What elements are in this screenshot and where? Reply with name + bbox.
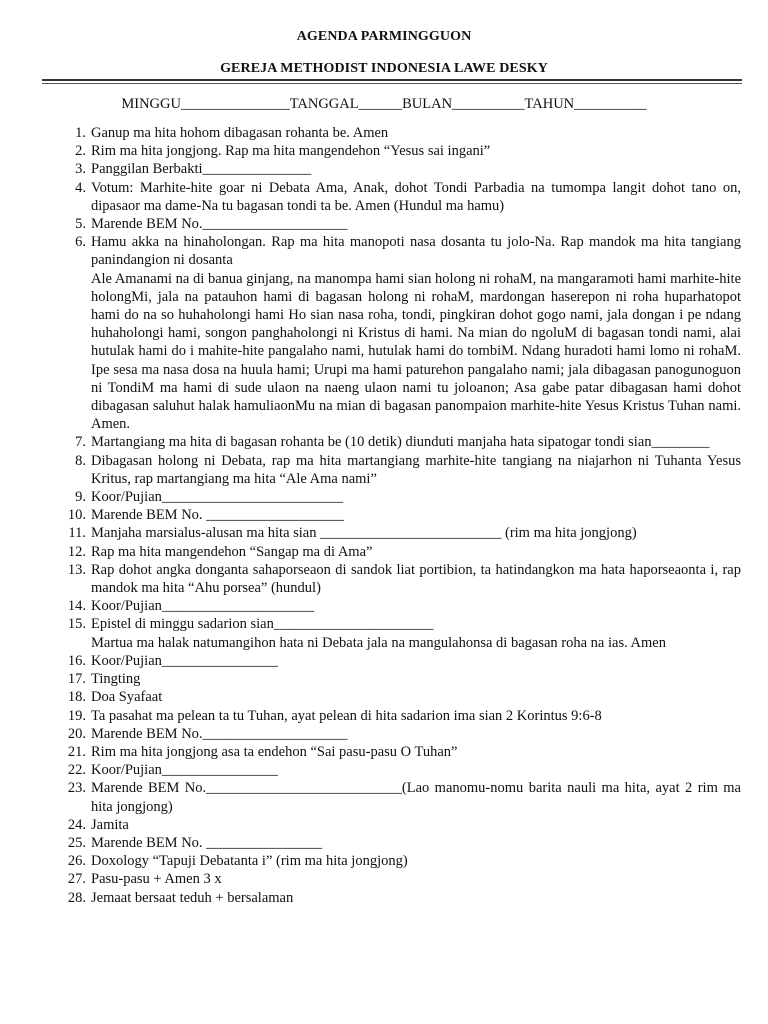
header-rule-thin (42, 83, 742, 84)
agenda-item: 15. Epistel di minggu sadarion sian______________________ Martua ma halak natumangihon hata ni Debata jala na mangulahonsa di bagasan roha na ias. Amen (0, 615, 768, 651)
agenda-item: 21. Rim ma hita jongjong asa ta endehon “Sai pasu-pasu O Tuhan” (67, 743, 458, 760)
agenda-item: 11. Manjaha marsialus-alusan ma hita sian _________________________ (rim ma hita jongjong) (68, 525, 637, 542)
agenda-item-text: Martangiang ma hita di bagasan rohanta be (10 detik) diunduti manjaha hata sipatogar tondi sian________ (91, 434, 710, 451)
agenda-item: 19. Ta pasahat ma pelean ta tu Tuhan, ayat pelean di hita sadarion ima sian 2 Korintus 9:6-8 (67, 707, 602, 724)
agenda-item-continuation: Martua ma halak natumangihon hata ni Debata jala na mangulahonsa di bagasan roha na ias. Amen (91, 634, 666, 651)
agenda-item-text: Epistel di minggu sadarion sian______________________ (91, 616, 434, 633)
agenda-item-text: Marende BEM No.____________________ (91, 216, 348, 233)
agenda-item: 7. Martangiang ma hita di bagasan rohanta be (10 detik) diunduti manjaha hata sipatogar tondi sian________ (75, 434, 710, 451)
agenda-item: 9. Koor/Pujian_________________________ (75, 489, 344, 506)
document-title: AGENDA PARMINGGUON (296, 29, 472, 44)
agenda-item-text: Rap dohot angka donganta sahaporseaon di sandok liat portibion, ta hatindangkon ma hata haporseaonta i, rap mandok ma hita “Ahu porsea” (hundul) (91, 561, 741, 597)
agenda-item: 27. Pasu-pasu + Amen 3 x (67, 871, 222, 888)
agenda-item-text: Koor/Pujian_____________________ (91, 598, 315, 615)
agenda-item-text: Koor/Pujian________________ (91, 762, 278, 779)
agenda-item-text: Jamita (91, 816, 129, 833)
agenda-item-text: Marende BEM No.___________________________(Lao manomu-nomu barita nauli ma hita, ayat 2 rim ma hita jongjong) (91, 780, 741, 815)
agenda-item-text: Votum: Marhite-hite goar ni Debata Ama, Anak, dohot Tondi Parbadia na tumompa langit dohot tano on, dipasaor ma dame-Na tu bagasan tondi ta be. Amen (Hundul ma hamu) (91, 179, 741, 214)
agenda-item: 6. Hamu akka na hinaholongan. Rap ma hita manopoti nasa dosanta tu jolo-Na. Rap mandok ma hita tangiang panindangion ni dosanta Ale Amanami na di banua ginjang, na manompa hami sian holong ni rohaM, na mangaramoti hami marhite-hite holongMi, jala na patauhon hami di bagasan holong ni rohaM, mardongan haserepon ni roha huparhatopot hami do na so huhaholongi hami Ho sian nasa roha, tondi, pingkiran dohot gogo nami, jala dongan i pe ndang huhaholongi hami, songon panghaholongi ni Kristus di hami. Na mian do ngoluM di bagasan tondi nami, alai hutulak hami do i mahite-hite pangalaho nami, hutulak hami do tombiM. Ndang huradoti hami lomo ni rohaM. Ipe sesa ma nasa dosa na huula hami; Urupi ma hami paturehon pangalaho nami; jala dibagasan panogunoguon ni TondiM ma hami di sude ulaon na naeng ulaon nami tu joloanon; Asa gabe patar dibagasan hami dohot dibagasan saluhut halak hamuliaonMu na mian di bagasan panompaion marhite-hite Yesus Kristus Tuhan nami. Amen. (75, 234, 741, 433)
agenda-item-text: Ganup ma hita hohom dibagasan rohanta be. Amen (91, 125, 389, 141)
agenda-item: 16. Koor/Pujian________________ (67, 652, 278, 669)
header-rule-thick (42, 79, 742, 81)
agenda-item: 24. Jamita (67, 816, 129, 833)
agenda-item: 10. Marende BEM No. ___________________ (67, 507, 344, 524)
agenda-item: 26. Doxology “Tapuji Debatanta i” (rim ma hita jongjong) (67, 853, 408, 870)
agenda-item-text: Marende BEM No. ___________________ (91, 507, 344, 524)
agenda-item-text: Ta pasahat ma pelean ta tu Tuhan, ayat pelean di hita sadarion ima sian 2 Korintus 9:6-8 (91, 707, 602, 724)
agenda-item-text: Doa Syafaat (91, 689, 163, 706)
agenda-list (0, 124, 768, 907)
agenda-item: 17. Tingting (67, 671, 141, 688)
agenda-item: 23. Marende BEM No.___________________________(Lao manomu-nomu barita nauli ma hita, ayat 2 rim ma hita jongjong) (67, 780, 741, 815)
church-name: GEREJA METHODIST INDONESIA LAWE DESKY (220, 61, 548, 76)
agenda-item: 22. Koor/Pujian________________ (67, 762, 278, 779)
agenda-item-text: Manjaha marsialus-alusan ma hita sian _________________________ (rim ma hita jongjong) (91, 525, 637, 542)
agenda-item: 14. Koor/Pujian_____________________ (67, 598, 315, 615)
agenda-item-text: Pasu-pasu + Amen 3 x (91, 871, 222, 888)
agenda-item: 20. Marende BEM No.____________________ (67, 725, 348, 742)
agenda-item: 28. Jemaat bersaat teduh + bersalaman (67, 889, 294, 906)
date-line: MINGGU_______________TANGGAL______BULAN__________TAHUN__________ (121, 96, 647, 112)
agenda-item-text: Koor/Pujian________________ (91, 652, 278, 669)
agenda-item: 25. Marende BEM No. ________________ (67, 834, 323, 851)
agenda-item: 1. Ganup ma hita hohom dibagasan rohanta be. Amen (75, 125, 389, 141)
agenda-item: 5. Marende BEM No.____________________ (75, 216, 348, 233)
agenda-item-text: Hamu akka na hinaholongan. Rap ma hita manopoti nasa dosanta tu jolo-Na. Rap mandok ma hita tangiang panindangion ni dosanta (91, 234, 741, 269)
agenda-item-text: Marende BEM No.____________________ (91, 725, 348, 742)
agenda-item-text: Jemaat bersaat teduh + bersalaman (91, 889, 294, 906)
agenda-item: 3. Panggilan Berbakti_______________ (75, 161, 312, 178)
agenda-item-text: Rap ma hita mangendehon “Sangap ma di Ama” (91, 543, 373, 560)
agenda-item-text: Doxology “Tapuji Debatanta i” (rim ma hita jongjong) (91, 853, 408, 870)
agenda-item: 4. Votum: Marhite-hite goar ni Debata Ama, Anak, dohot Tondi Parbadia na tumompa langit dohot tano on, dipasaor ma dame-Na tu bagasan tondi ta be. Amen (Hundul ma hamu) (75, 179, 741, 214)
agenda-item-text: Dibagasan holong ni Debata, rap ma hita martangiang marhite-hite tangiang na niajarhon ni Tuhanta Yesus Kritus, rap martangiang ma hita “Ale Ama nami” (91, 452, 741, 487)
agenda-item: 13. Rap dohot angka donganta sahaporseaon di sandok liat portibion, ta hatindangkon ma hata haporseaonta i, rap mandok ma hita “Ahu porsea” (hundul) (67, 561, 741, 597)
agenda-item: 2. Rim ma hita jongjong. Rap ma hita mangendehon “Yesus sai ingani” (75, 143, 491, 160)
agenda-item-continuation: Ale Amanami na di banua ginjang, na manompa hami sian holong ni rohaM, na mangaramoti hami marhite-hite holongMi, jala na patauhon hami di bagasan holong ni rohaM, mardongan haserepon ni roha huparhatopot hami do na so huhaholongi hami Ho sian nasa roha, tondi, pingkiran dohot gogo nami, jala dongan i pe ndang huhaholongi hami, songon panghaholongi ni Kristus di hami. Na mian do ngoluM di bagasan tondi nami, alai hutulak hami do i mahite-hite pangalaho nami, hutulak hami do tombiM. Ndang huradoti hami lomo ni rohaM. Ipe sesa ma nasa dosa na huula hami; Urupi ma hami paturehon pangalaho nami; jala dibagasan panogunoguon ni TondiM ma hami di sude ulaon na naeng ulaon nami tu joloanon; Asa gabe patar dibagasan hami dohot dibagasan saluhut halak hamuliaonMu na mian di bagasan panompaion marhite-hite Yesus Kristus Tuhan nami. Amen. (91, 270, 741, 433)
agenda-item-text: Panggilan Berbakti_______________ (91, 161, 312, 178)
agenda-item-text: Tingting (91, 671, 141, 688)
agenda-item-text: Rim ma hita jongjong asa ta endehon “Sai pasu-pasu O Tuhan” (91, 743, 458, 760)
agenda-item-text: Koor/Pujian_________________________ (91, 489, 344, 506)
agenda-item-text: Rim ma hita jongjong. Rap ma hita mangendehon “Yesus sai ingani” (91, 143, 491, 160)
agenda-item: 8. Dibagasan holong ni Debata, rap ma hita martangiang marhite-hite tangiang na niajarhon ni Tuhanta Yesus Kritus, rap martangiang ma hita “Ale Ama nami” (75, 452, 741, 487)
agenda-item: 12. Rap ma hita mangendehon “Sangap ma di Ama” (67, 543, 373, 560)
agenda-item-text: Marende BEM No. ________________ (91, 834, 323, 851)
agenda-item: 18. Doa Syafaat (67, 689, 163, 706)
